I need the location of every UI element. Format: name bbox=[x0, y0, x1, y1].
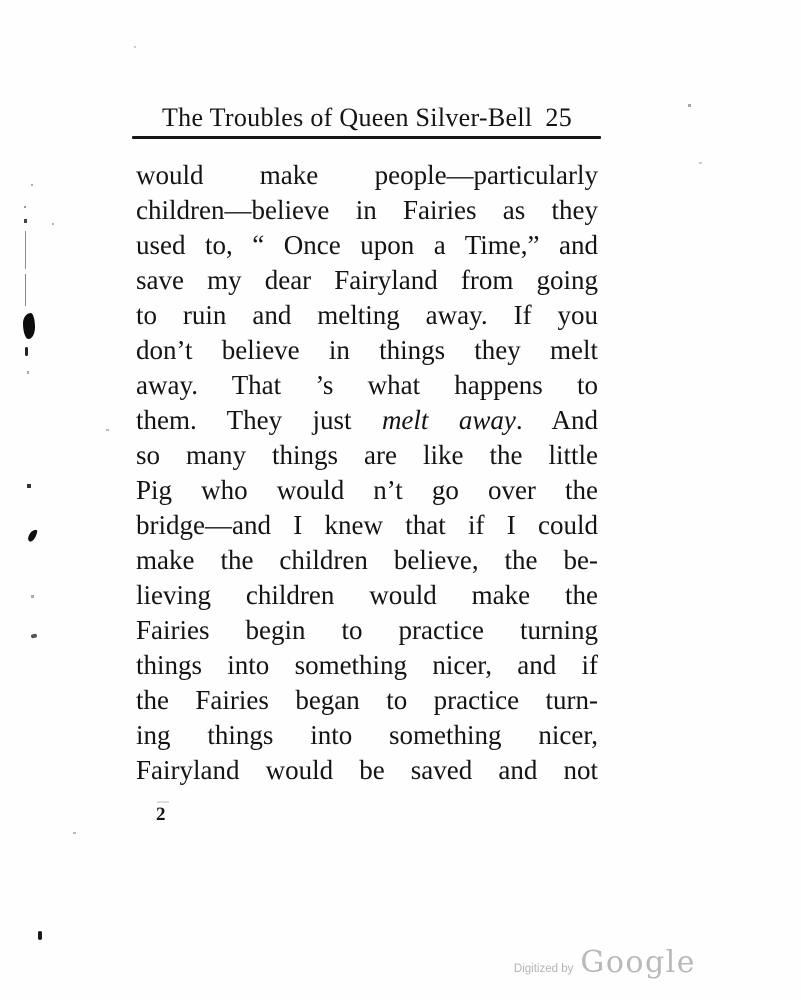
text-line bbox=[136, 753, 598, 788]
scan-artifact bbox=[27, 484, 31, 488]
text-segment: to ruin and melting away. If you bbox=[136, 300, 598, 330]
text-line bbox=[136, 263, 598, 298]
scan-artifact bbox=[38, 931, 42, 940]
text-line bbox=[136, 403, 598, 438]
scan-artifact bbox=[31, 633, 38, 638]
running-head bbox=[133, 103, 601, 133]
body-text bbox=[136, 158, 598, 788]
ink-blot bbox=[23, 313, 35, 339]
text-line bbox=[136, 193, 598, 228]
text-segment: away. That ’s what happens to bbox=[136, 370, 598, 400]
signature-mark: 2 bbox=[156, 804, 166, 825]
text-line bbox=[136, 298, 598, 333]
text-segment: lieving children would make the bbox=[136, 580, 598, 610]
header-rule bbox=[132, 136, 601, 139]
text-line bbox=[136, 438, 598, 473]
scan-artifact bbox=[25, 347, 28, 356]
text-segment: Pig who would n’t go over the bbox=[136, 475, 598, 505]
scan-artifact bbox=[157, 801, 169, 803]
text-segment: Fairies begin to practice turning bbox=[136, 615, 598, 645]
text-segment: would make people—particularly bbox=[136, 160, 598, 190]
text-segment: children—believe in Fairies as they bbox=[136, 195, 598, 225]
text-segment: them. They just bbox=[136, 405, 382, 435]
scan-artifact bbox=[31, 595, 34, 598]
text-line bbox=[136, 158, 598, 193]
scan-artifact bbox=[25, 274, 26, 306]
emphasized-text: melt away bbox=[381, 405, 516, 435]
scan-artifact bbox=[73, 832, 76, 834]
text-line bbox=[136, 368, 598, 403]
running-head-title: The Troubles of Queen Silver-Bell bbox=[161, 103, 533, 132]
text-line bbox=[136, 508, 598, 543]
text-segment: . And bbox=[515, 405, 598, 435]
scan-artifact bbox=[134, 46, 136, 48]
google-logo: Google bbox=[580, 945, 696, 980]
text-segment: so many things are like the little bbox=[136, 440, 598, 470]
text-segment: used to, “ Once upon a Time,” and bbox=[136, 230, 598, 260]
text-segment: save my dear Fairyland from going bbox=[136, 265, 598, 295]
scan-artifact bbox=[24, 219, 27, 223]
text-segment: things into something nicer, and if bbox=[136, 650, 598, 680]
scan-artifact bbox=[25, 231, 26, 269]
text-segment: Fairyland would be saved and not bbox=[136, 755, 598, 785]
scan-artifact bbox=[27, 371, 29, 374]
scan-artifact bbox=[699, 162, 702, 164]
text-segment: make the children believe, the be- bbox=[136, 545, 598, 575]
text-line bbox=[136, 543, 598, 578]
text-line bbox=[136, 648, 598, 683]
text-line bbox=[136, 228, 598, 263]
text-line bbox=[136, 683, 598, 718]
digitized-by-label: Digitized by bbox=[513, 963, 574, 975]
page-number: 25 bbox=[545, 103, 573, 132]
text-segment: the Fairies began to practice turn- bbox=[136, 685, 598, 715]
scan-artifact bbox=[31, 184, 33, 186]
text-line bbox=[136, 578, 598, 613]
scan-artifact bbox=[52, 223, 54, 225]
scan-artifact bbox=[688, 104, 691, 107]
text-line bbox=[136, 473, 598, 508]
text-line bbox=[136, 613, 598, 648]
text-line bbox=[136, 333, 598, 368]
scan-artifact bbox=[106, 429, 109, 431]
scan-artifact bbox=[24, 206, 26, 208]
text-segment: don’t believe in things they melt bbox=[136, 335, 598, 365]
text-segment: bridge—and I knew that if I could bbox=[136, 510, 598, 540]
ink-blot bbox=[27, 528, 38, 543]
google-watermark bbox=[513, 945, 696, 980]
text-line bbox=[136, 718, 598, 753]
text-segment: ing things into something nicer, bbox=[136, 720, 598, 750]
